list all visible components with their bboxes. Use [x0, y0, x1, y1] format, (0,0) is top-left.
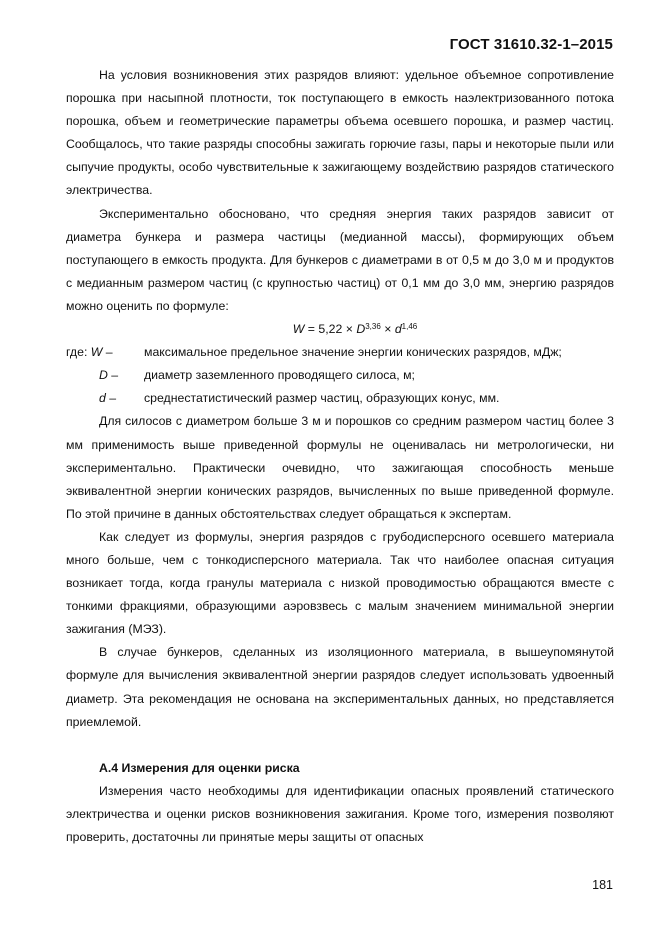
paragraph-coarse-material: Как следует из формулы, энергия разрядов с грубодисперсного осевшего материала много больше, чем с тонкодисперсного материала. Так что наиболее опасная ситуация возникает тогда, когда гранулы материала с низкой проводимостью обращаются вместе с тонкими фракциями, образующими аэровзвесь с малым значением минимальной энергии зажигания (МЭЗ).: [66, 529, 614, 637]
paragraph-energy-dependence: Экспериментально обосновано, что средняя энергия таких разрядов зависит от диаметра бункера и размера частицы (медианной массы), формирующих объем поступающего в емкость продукта. Для бункеров с диаметрами в от 0,5 м до 3,0 м и продуктов с медианным размером частиц (с крупностью частиц) от 0,1 мм до 3,0 мм, энергию разрядов можно оценить по формуле:: [66, 206, 614, 313]
definition-dash: –: [107, 368, 119, 383]
definition-symbol: d: [99, 391, 106, 406]
definition-text: максимальное предельное значение энергии конических разрядов, мДж;: [144, 345, 562, 360]
formula-exp-D: 3,36: [365, 322, 381, 332]
formula-lhs: W: [292, 322, 305, 337]
paragraph-large-silos: Для силосов с диаметром больше 3 м и порошков со средним размером частиц более 3 мм применимость выше приведенной формулы не оценивалась ни метрологически, ни экспериментально. Практически очевидно, что зажигающая способность меньше эквивалентной энергии конических разрядов, вычисленных по выше приведенной формуле. По этой причине в данных обстоятельствах следует обращаться к экспертам.: [66, 414, 614, 521]
definition-row: [66, 364, 614, 387]
formula-exp-d: 1,46: [401, 322, 418, 332]
paragraph-discharge-conditions: На условия возникновения этих разрядов влияют: удельное объемное сопротивление порошка при насыпной плотности, ток поступающего в емкость наэлектризованного потока порошка, объем и геометрические параметры объема осевшего порошка, и размер частиц. Сообщалось, что такие разряды способны зажигать горючие газы, пары и некоторые пыли или сыпучие продукты, особо чувствительные к зажигающему воздействию разрядов статического электричества.: [66, 68, 614, 198]
document-header-code: ГОСТ 31610.32-1–2015: [449, 36, 613, 53]
page-number: 181: [592, 878, 613, 892]
formula-times-1: ×: [345, 322, 357, 337]
definition-symbol: D: [99, 368, 108, 383]
definition-symbol: W: [90, 345, 103, 360]
definition-text: среднестатистический размер частиц, образующих конус, мм.: [144, 391, 500, 406]
definition-dash: –: [105, 391, 117, 406]
definition-prefix: где:: [66, 345, 91, 360]
section-heading-a4: А.4 Измерения для оценки риска: [99, 760, 300, 775]
energy-formula: [66, 318, 614, 341]
formula-times-2: ×: [380, 322, 395, 337]
definition-text: диаметр заземленного проводящего силоса, м;: [144, 368, 415, 383]
definition-dash: –: [102, 345, 113, 360]
paragraph-insulating-bunkers: В случае бункеров, сделанных из изоляционного материала, в вышеупомянутой формуле для вычисления эквивалентной энергии разрядов следует использовать удвоенный диаметр. Эта рекомендация не основана на экспериментальных данных, но представляется приемлемой.: [66, 645, 614, 729]
paragraph-measurements: Измерения часто необходимы для идентификации опасных проявлений статического электричества и оценки рисков возникновения зажигания. Кроме того, измерения позволяют проверить, достаточны ли принятые меры защиты от опасных: [66, 783, 614, 844]
formula-definitions: [66, 341, 614, 410]
definition-row: [66, 341, 614, 364]
formula-eq: = 5,22: [304, 322, 346, 337]
page-body: [66, 64, 614, 849]
formula-d: d: [394, 322, 402, 337]
formula-D: D: [356, 322, 366, 337]
definition-row: [66, 387, 614, 410]
